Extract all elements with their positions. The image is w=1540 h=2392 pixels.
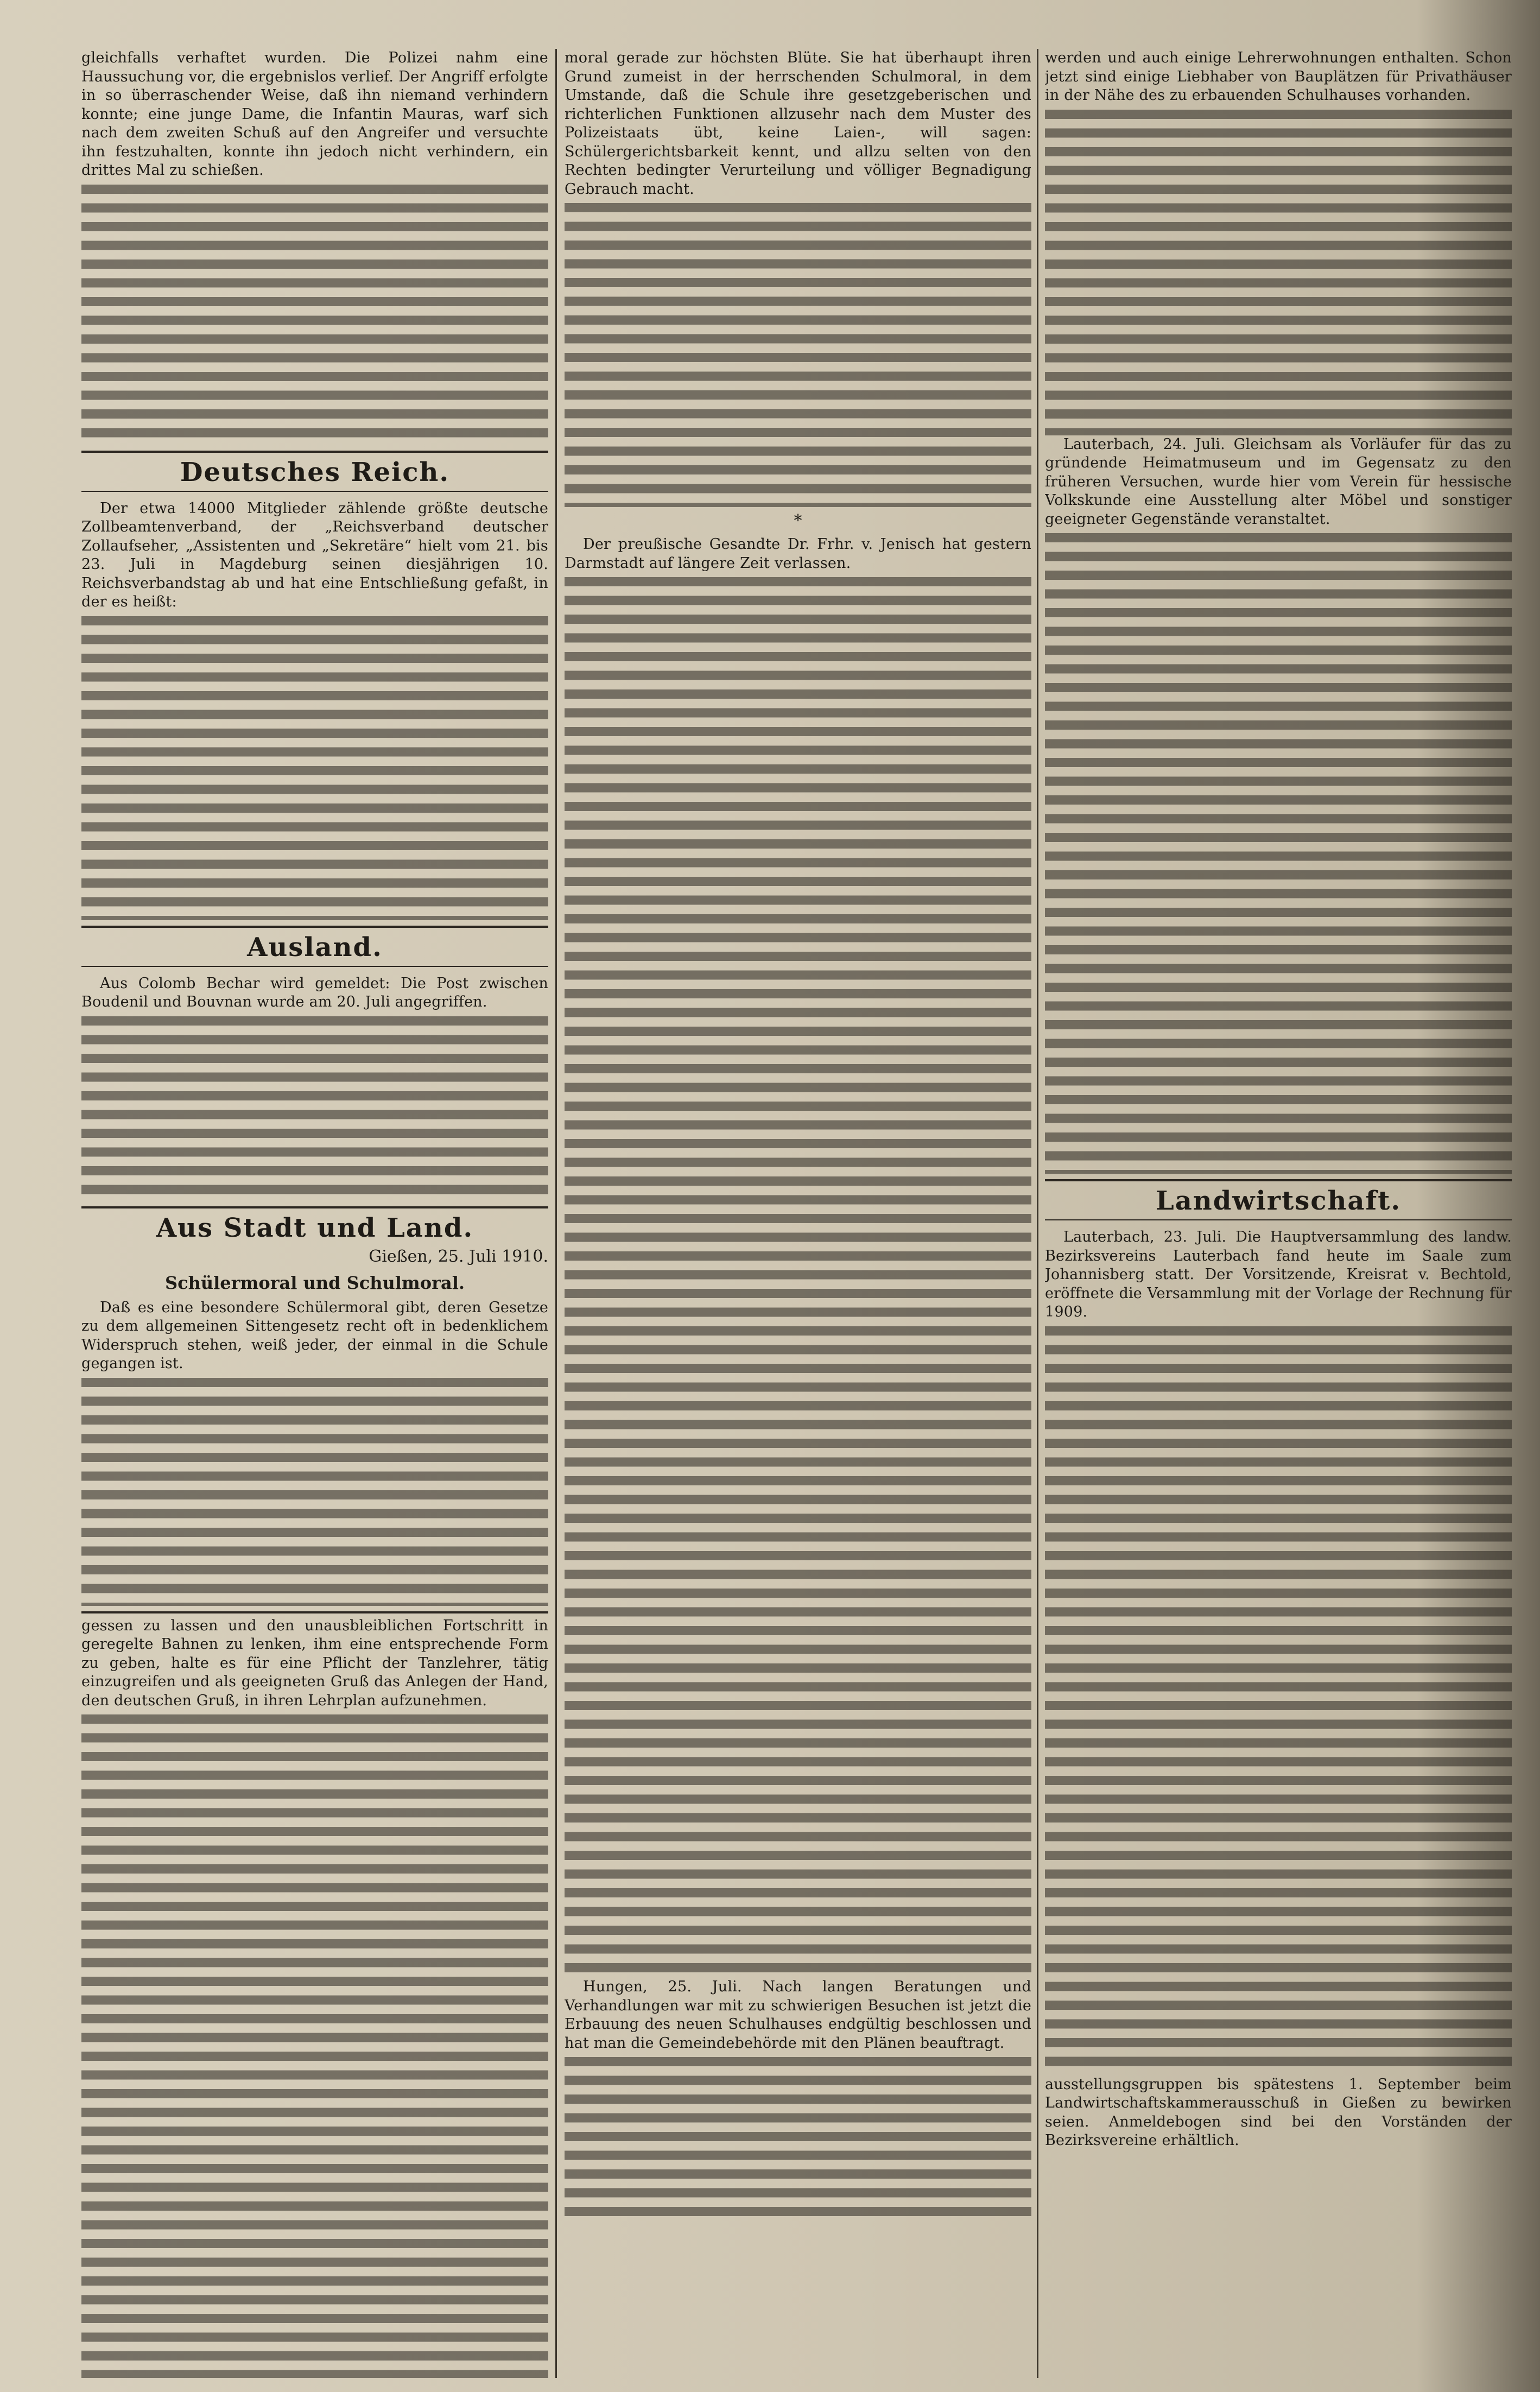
section-heading: Ausland. bbox=[247, 932, 383, 963]
article-text-lines bbox=[565, 2057, 1031, 2220]
article-text-lines bbox=[81, 616, 548, 920]
article-text: ausstellungsgruppen bis spätestens 1. September beim Landwirtschaftskammerausschuß in Gießen zu bewirken seien. Anmeldebogen sind bei den Vorständen der Bezirksvereine erhältlich. bbox=[1045, 2075, 1512, 2149]
section-rule bbox=[1045, 1219, 1512, 1220]
article-text: Aus Colomb Bechar wird gemeldet: Die Post zwischen Boudenil und Bouvnan wurde am 20. Juli angegriffen. bbox=[81, 974, 548, 1010]
section-rule bbox=[81, 1611, 548, 1613]
article-text-lines bbox=[565, 577, 1031, 1978]
section-rule bbox=[81, 451, 548, 453]
article-text-lines bbox=[1045, 110, 1512, 435]
article-text-lines bbox=[81, 1378, 548, 1606]
article-text-lines bbox=[1045, 1326, 1512, 2075]
section-heading: Aus Stadt und Land. bbox=[156, 1212, 474, 1243]
section-rule bbox=[1045, 1179, 1512, 1181]
column-divider bbox=[555, 49, 557, 2378]
section-heading: Deutsches Reich. bbox=[180, 457, 450, 488]
article-text: Der preußische Gesandte Dr. Frhr. v. Jenisch hat gestern Darmstadt auf längere Zeit verlassen. bbox=[565, 536, 1031, 572]
column-1 bbox=[81, 49, 548, 2378]
section-rule bbox=[81, 926, 548, 928]
article-text-lines bbox=[81, 185, 548, 445]
article-text: Der etwa 14000 Mitglieder zählende größte deutsche Zollbeamtenverband, der „Reichsverband deutscher Zollaufseher, „Assistenten und „Sekretäre“ hielt vom 21. bis 23. Juli in Magdeburg seinen diesjährigen 10. Reichsverbandstag ab und hat eine Entschließung gefaßt, in der es heißt: bbox=[81, 499, 548, 610]
article-text-lines bbox=[565, 203, 1031, 507]
section-rule bbox=[81, 491, 548, 492]
dateline: Gießen, 25. Juli 1910. bbox=[369, 1246, 548, 1266]
article-subheading: Schülermoral und Schulmoral. bbox=[164, 1272, 465, 1293]
article-text: werden und auch einige Lehrerwohnungen enthalten. Schon jetzt sind einige Liebhaber von Bauplätzen für Privathäuser in der Nähe des zu erbauenden Schulhauses vorhanden. bbox=[1045, 49, 1512, 104]
article-text: gleichfalls verhaftet wurden. Die Polizei nahm eine Haussuchung vor, die ergebnislos verlief. Der Angriff erfolgte in so überraschender Weise, daß ihn niemand verhindern konnte; eine junge Dame, die Infantin Mauras, warf sich nach dem zweiten Schuß auf den Angreifer und versuchte ihn festzuhalten, konnte ihn jedoch nicht verhindern, ein drittes Mal zu schießen. bbox=[81, 49, 548, 179]
article-text: Lauterbach, 24. Juli. Gleichsam als Vorläufer für das zu gründende Heimatmuseum und im Gegensatz zu den früheren Versuchen, wurde hier vom Verein für hessische Volkskunde eine Ausstellung alter Möbel und sonstiger geeigneter Gegenstände veranstaltet. bbox=[1045, 435, 1512, 528]
article-text: Daß es eine besondere Schülermoral gibt, deren Gesetze zu dem allgemeinen Sittengesetz recht oft in bedenklichem Widerspruch stehen, weiß jeder, der einmal in die Schule gegangen ist. bbox=[81, 1299, 548, 1372]
column-divider bbox=[1037, 49, 1038, 2378]
section-rule bbox=[81, 1206, 548, 1208]
article-text: moral gerade zur höchsten Blüte. Sie hat überhaupt ihren Grund zumeist in der herrschenden Schulmoral, in dem Umstande, daß die Schule ihre gesetzgeberischen und richterlichen Funktionen allzusehr nach dem Muster des Polizeistaats übt, keine Laien-, will sagen: Schülergerichtsbarkeit kennt, und allzu selten von den Rechten bedingter Verurteilung und völliger Begnadigung Gebrauch macht. bbox=[565, 49, 1031, 198]
column-3 bbox=[1045, 49, 1512, 2378]
article-text: Lauterbach, 23. Juli. Die Hauptversammlung des landw. Bezirksvereins Lauterbach fand heute im Saale zum Johannisberg statt. Der Vorsitzende, Kreisrat v. Bechtold, eröffnete die Versammlung mit der Vorlage der Rechnung für 1909. bbox=[1045, 1229, 1512, 1320]
section-heading: Landwirtschaft. bbox=[1155, 1186, 1402, 1216]
article-text-lines bbox=[81, 1016, 548, 1201]
article-text: Hungen, 25. Juli. Nach langen Beratungen und Verhandlungen war mit zu schwierigen Besuchen ist jetzt die Erbauung des neuen Schulhauses endgültig beschlossen und hat man die Gemeindebehörde mit den Plänen beauftragt. bbox=[565, 1978, 1031, 2052]
article-text-lines bbox=[1045, 533, 1512, 1174]
separator-asterisk: * bbox=[794, 511, 802, 530]
section-rule bbox=[81, 966, 548, 967]
article-text: gessen zu lassen und den unausbleiblichen Fortschritt in geregelte Bahnen zu lenken, ihm eine entsprechende Form zu geben, halte es für eine Pflicht der Tanzlehrer, tätig einzugreifen und als geeigneten Gruß das Anlegen der Hand, den deutschen Gruß, in ihren Lehrplan aufzunehmen. bbox=[81, 1617, 548, 1709]
column-2 bbox=[565, 49, 1031, 2378]
article-text-lines bbox=[81, 1714, 548, 2378]
